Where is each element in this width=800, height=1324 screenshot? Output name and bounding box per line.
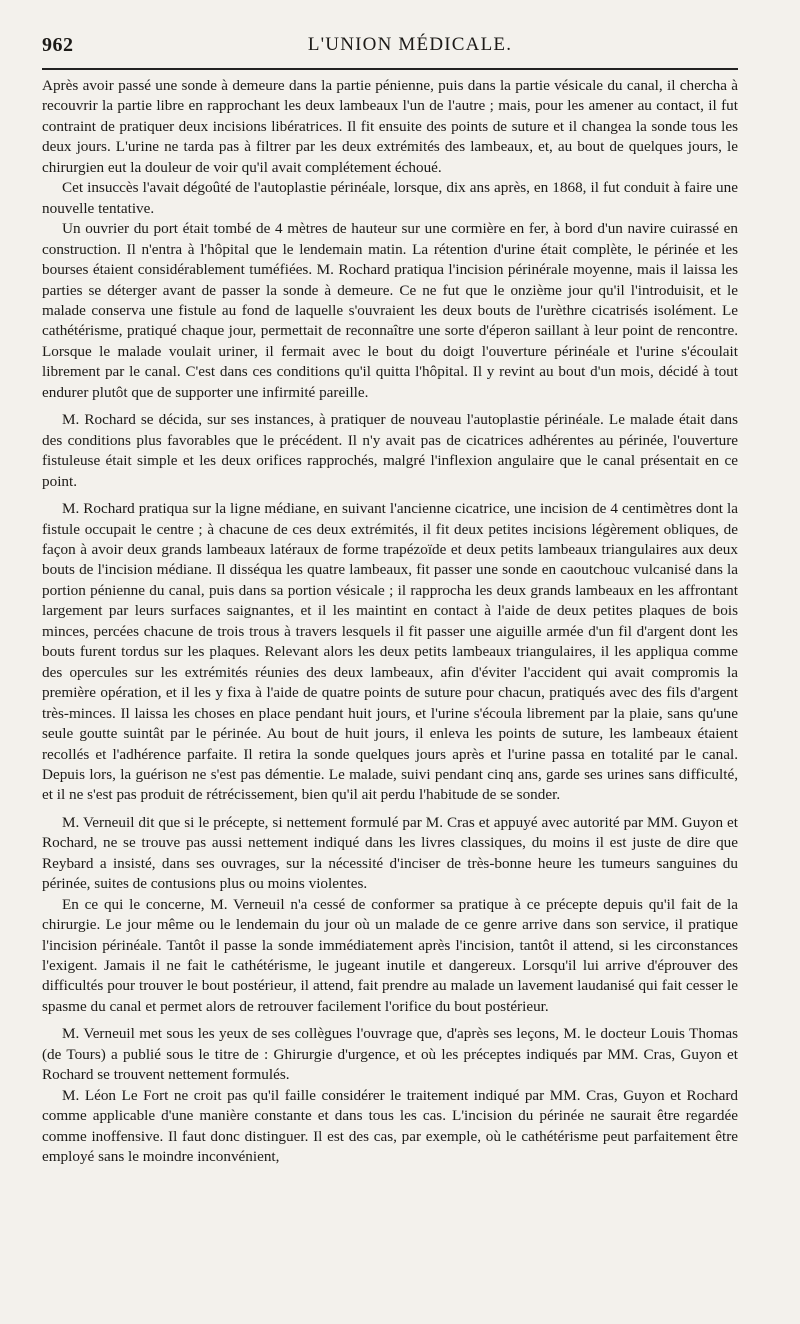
running-head [42,30,738,58]
article-body [42,76,738,1168]
paragraph: Après avoir passé une sonde à demeure dans la partie pénienne, puis dans la partie vésicale du canal, il chercha à recouvrir la partie libre en rapprochant les deux lambeaux l'un de l'autre ; mais, pour les amener au contact, il fut contraint de pratiquer deux incisions libératrices. Il fit ensuite des points de suture et il changea la sonde tous les deux jours. L'urine ne tarda pas à filtrer par les deux extrémités des lambeaux, et, au bout de quelques jours, le chirurgien eut la douleur de voir qu'il avait complétement échoué. [42,77,738,176]
paragraph: M. Léon Le Fort ne croit pas qu'il faille considérer le traitement indiqué par MM. Cras, Guyon et Rochard comme applicable d'une manière constante et dans tous les cas. L'incision du périnée ne saurait être regardée comme inoffensive. Il faut donc distinguer. Il est des cas, par exemple, où le cathétérisme peut parfaitement être employé sans le moindre inconvénient, [42,1086,738,1166]
page-number: 962 [42,34,74,56]
paragraph: M. Rochard se décida, sur ses instances, à pratiquer de nouveau l'autoplastie périnéale. Le malade était dans des conditions plus favorables que le précédent. Il n'y avait pas de cicatrices adhérentes au périnée, l'ouverture fistuleuse était simple et les deux orifices rapprochés, malgré l'inflexion angulaire que le canal présentait en ce point. [42,411,738,490]
paragraph: Un ouvrier du port était tombé de 4 mètres de hauteur sur une cormière en fer, à bord d'un navire cuirassé en construction. Il n'entra à l'hôpital que le lendemain matin. La rétention d'urine était complète, le périnée et les bourses étaient considérablement tuméfiées. M. Rochard pratiqua l'incision périnérale moyenne, mais il laissa les parties se déterger avant de passer la sonde à demeure. Ce ne fut que le onzième jour qu'il l'introduisit, et le malade conserva une fistule au fond de laquelle s'ouvraient les deux bouts de l'urèthre cicatrisés isolément. Le cathétérisme, pratiqué chaque jour, permettait de reconnaître une sorte d'éperon saillant à leur point de rencontre. Lorsque le malade voulait uriner, il fermait avec le bout du doigt l'ouverture périnéale et l'urine s'écoulait librement par le canal. C'est dans ces conditions qu'il quitta l'hôpital. Il y revint au bout d'un mois, décidé à tout endurer plutôt que de supporter une infirmité pareille. [42,220,738,401]
paragraph: M. Verneuil met sous les yeux de ses collègues l'ouvrage que, d'après ses leçons, M. le docteur Louis Thomas (de Tours) a publié sous le titre de : Ghirurgie d'urgence, et où les préceptes indiqués par MM. Cras, Guyon et Rochard se trouvent nettement formulés. [42,1025,738,1084]
paragraph: Cet insuccès l'avait dégoûté de l'autoplastie périnéale, lorsque, dix ans après, en 1868, il fut conduit à faire une nouvelle tentative. [42,179,738,217]
paragraph: M. Rochard pratiqua sur la ligne médiane, en suivant l'ancienne cicatrice, une incision de 4 centimètres dont la fistule occupait le centre ; à chacune de ces deux extrémités, il fit deux petites incisions légèrement obliques, de façon à avoir deux grands lambeaux latéraux de forme trapézoïde et deux petits lambeaux triangulaires aux deux bouts de l'incision médiane. Il disséqua les quatre lambeaux, fit passer une sonde en caoutchouc vulcanisé dans la portion pénienne du canal, puis dans sa portion vésicale ; il rapprocha les deux grands lambeaux en les affrontant largement par leurs surfaces saignantes, et il les maintint en contact à l'aide de deux petites plaques de bois minces, percées chacune de trois trous à travers lesquels il fit passer une aiguille armée d'un fil d'argent dont les bouts furent tordus sur les plaques. Relevant alors les deux petits lambeaux triangulaires, il les appliqua comme des opercules sur les extrémités réunies des deux lambeaux, afin d'éviter l'accident qui avait compromis la première opération, et il les y fixa à l'aide de quatre points de suture pour chacun, pratiqués avec des fils d'argent très-minces. Il laissa les choses en place pendant huit jours, et l'urine s'écoula librement par la plaie, sans qu'une seule goutte suintât par le périnée. Au bout de huit jours, il enleva les points de suture, les lambeaux étaient recollés et l'adhérence parfaite. Il retira la sonde quelques jours après et l'urine passa en totalité par le canal. Depuis lors, la guérison ne s'est pas démentie. Le malade, suivi pendant cinq ans, garde ses urines sans difficulté, et il ne s'est pas produit de rétrécissement, bien qu'il ait perdu l'habitude de se sonder. [42,500,738,804]
paragraph: En ce qui le concerne, M. Verneuil n'a cessé de conformer sa pratique à ce précepte depuis qu'il fait de la chirurgie. Le jour même ou le lendemain du jour où un malade de ce genre arrive dans son service, il pratique l'incision périnéale. Tantôt il passe la sonde immédiatement après l'incision, tantôt il attend, si les circonstances l'exigent. Jamais il ne fait le cathétérisme, le jugeant inutile et dangereux. Lorsqu'il lui arrive d'éprouver des difficultés pour trouver le bout postérieur, il attend, fait prendre au malade un lavement laudanisé qui fait cesser le spasme du canal et permet alors de retrouver facilement l'orifice du bout postérieur. [42,895,738,1015]
paragraph: M. Verneuil dit que si le précepte, si nettement formulé par M. Cras et appuyé avec autorité par MM. Guyon et Rochard, ne se trouve pas aussi nettement indiqué dans les livres classiques, du moins il est juste de dire que Reybard a insisté, dans ses ouvrages, sur la nécessité d'inciser de très-bonne heure les tumeurs sanguines du périnée, suites de contusions plus ou moins violentes. [42,813,738,893]
header-rule [42,68,738,70]
journal-title: L'UNION MÉDICALE. [307,34,513,55]
